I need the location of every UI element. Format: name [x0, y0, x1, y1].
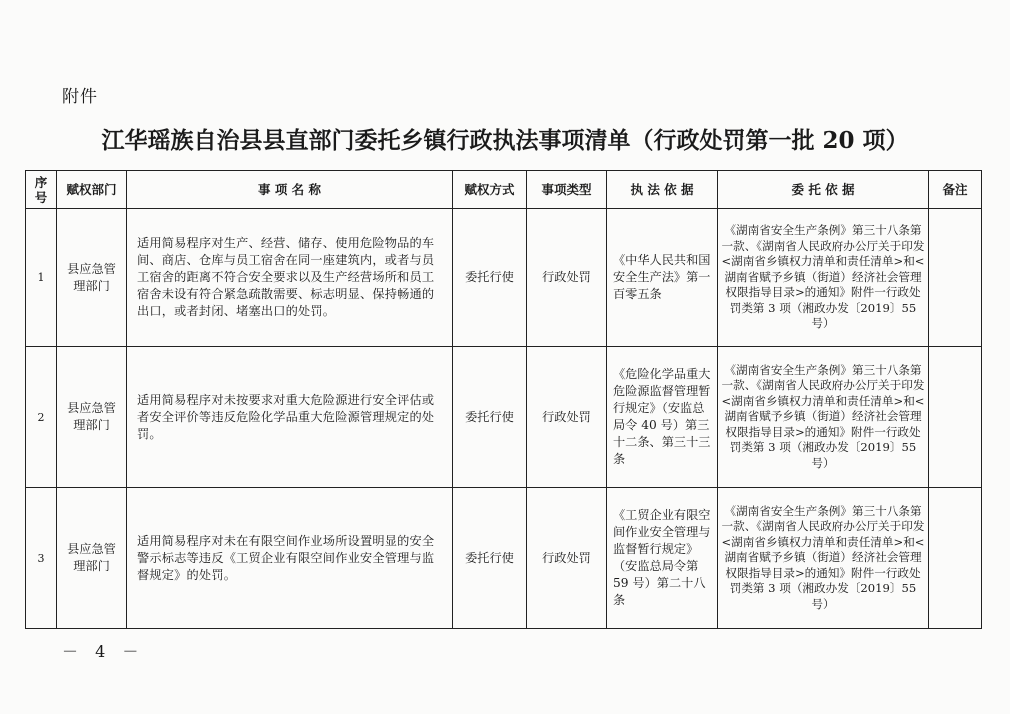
row-entrust-basis: 《湖南省安全生产条例》第三十八条第一款、《湖南省人民政府办公厅关于印发<湖南省乡镇权力清单和责任清单>和<湖南省赋予乡镇（街道）经济社会管理权限指导目录>的通知》附件一行政处罚类第 3 项（湘政办发〔2019〕55 号） [718, 209, 929, 347]
row-remark [929, 488, 982, 629]
row-basis: 《中华人民共和国安全生产法》第一百零五条 [607, 209, 718, 347]
row-dept: 县应急管理部门 [57, 488, 127, 629]
row-seq: 3 [26, 488, 57, 629]
row-dept: 县应急管理部门 [57, 209, 127, 347]
row-remark [929, 347, 982, 488]
header-item: 事 项 名 称 [127, 171, 453, 209]
row-basis: 《危险化学品重大危险源监督管理暂行规定》（安监总局令 40 号）第三十二条、第三十三条 [607, 347, 718, 488]
header-remark: 备注 [929, 171, 982, 209]
header-type: 事项类型 [527, 171, 607, 209]
row-item: 适用简易程序对未按要求对重大危险源进行安全评估或者安全评价等违反危险化学品重大危险源管理规定的处罚。 [127, 347, 453, 488]
row-type: 行政处罚 [527, 347, 607, 488]
header-basis: 执 法 依 据 [607, 171, 718, 209]
row-remark [929, 209, 982, 347]
attachment-label: 附件 [62, 87, 98, 107]
row-entrust-basis: 《湖南省安全生产条例》第三十八条第一款、《湖南省人民政府办公厅关于印发<湖南省乡镇权力清单和责任清单>和<湖南省赋予乡镇（街道）经济社会管理权限指导目录>的通知》附件一行政处罚类第 3 项（湘政办发〔2019〕55 号） [718, 488, 929, 629]
enforcement-items-table [25, 170, 982, 629]
row-seq: 2 [26, 347, 57, 488]
header-seq: 序号 [26, 171, 57, 209]
row-entrust-basis: 《湖南省安全生产条例》第三十八条第一款、《湖南省人民政府办公厅关于印发<湖南省乡镇权力清单和责任清单>和<湖南省赋予乡镇（街道）经济社会管理权限指导目录>的通知》附件一行政处罚类第 3 项（湘政办发〔2019〕55 号） [718, 347, 929, 488]
row-method: 委托行使 [453, 209, 527, 347]
header-dept: 赋权部门 [57, 171, 127, 209]
row-item: 适用简易程序对未在有限空间作业场所设置明显的安全警示标志等违反《工贸企业有限空间作业安全管理与监督规定》的处罚。 [127, 488, 453, 629]
row-method: 委托行使 [453, 347, 527, 488]
row-dept: 县应急管理部门 [57, 347, 127, 488]
header-entrust-basis: 委 托 依 据 [718, 171, 929, 209]
row-basis: 《工贸企业有限空间作业安全管理与监督暂行规定》（安监总局令第 59 号）第二十八条 [607, 488, 718, 629]
row-type: 行政处罚 [527, 488, 607, 629]
header-method: 赋权方式 [453, 171, 527, 209]
row-method: 委托行使 [453, 488, 527, 629]
row-seq: 1 [26, 209, 57, 347]
table-row [26, 488, 982, 629]
table-row [26, 347, 982, 488]
row-type: 行政处罚 [527, 209, 607, 347]
table-row [26, 209, 982, 347]
table-header-row [26, 171, 982, 209]
page-number: － 4 － [62, 642, 145, 661]
document-title: 江华瑶族自治县县直部门委托乡镇行政执法事项清单（行政处罚第一批 20 项） [101, 127, 909, 154]
row-item: 适用简易程序对生产、经营、储存、使用危险物品的车间、商店、仓库与员工宿舍在同一座建筑内，或者与员工宿舍的距离不符合安全要求以及生产经营场所和员工宿舍未设有符合紧急疏散需要、标志明显、保持畅通的出口，或者封闭、堵塞出口的处罚。 [127, 209, 453, 347]
